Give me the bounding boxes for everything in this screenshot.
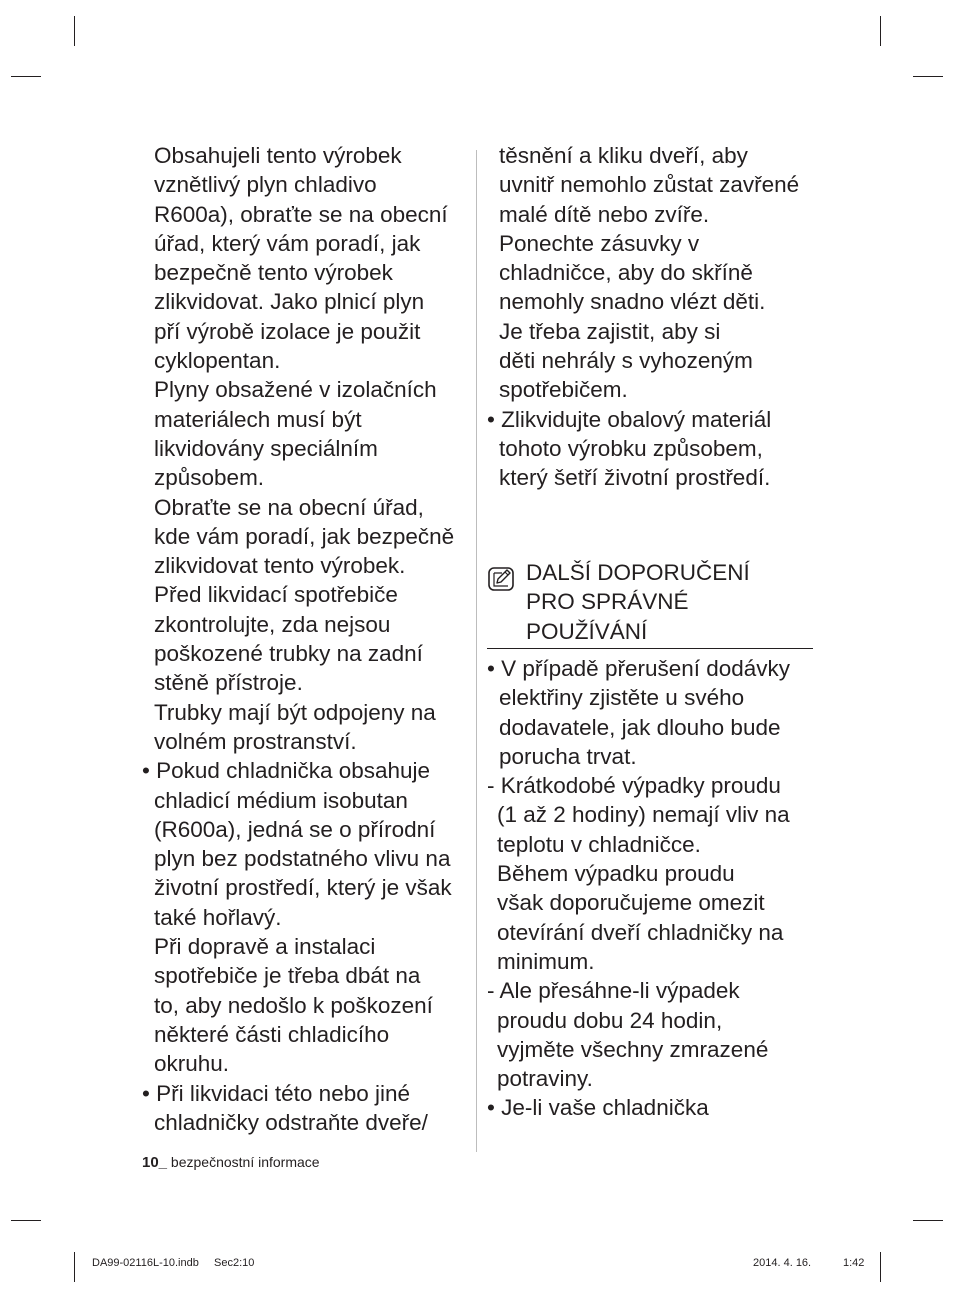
text-line: chladicí médium isobutan (154, 787, 408, 813)
text-line: • Pokud chladnička obsahuje (142, 758, 431, 784)
text-line: úřad, který vám poradí, jak (154, 230, 421, 256)
text-line: některé části chladicího (154, 1021, 390, 1047)
slug-section: Sec2:10 (214, 1257, 255, 1269)
right-column-top (487, 141, 817, 493)
slug-file: DA99-02116L-10.indb (92, 1257, 199, 1269)
text-line: zlikvidovat tento výrobek. (154, 553, 406, 579)
text-line: - Ale přesáhne-li výpadek (487, 978, 740, 1004)
note-icon (488, 567, 514, 591)
text-line: pří výrobě izolace je použit (154, 318, 421, 344)
text-line: který šetří životní prostředí. (499, 465, 771, 491)
text-line: uvnitř nemohlo zůstat zavřené (499, 172, 800, 198)
text-line: materiálech musí být (154, 406, 362, 432)
text-line: zkontrolujte, zda nejsou (154, 611, 391, 637)
text-line: životní prostředí, který je však (154, 875, 452, 901)
column-divider (476, 150, 477, 1152)
slug-time: 1:42 (843, 1257, 865, 1269)
crop-mark (880, 16, 881, 46)
text-line: chladničce, aby do skříně (499, 260, 753, 286)
heading-line: PRO SPRÁVNÉ (526, 589, 689, 615)
text-line: Před likvidací spotřebiče (154, 582, 398, 608)
slug-date: 2014. 4. 16. (753, 1257, 812, 1269)
text-line: to, aby nedošlo k poškození (154, 992, 433, 1018)
text-line: Při dopravě a instalaci (154, 934, 376, 960)
text-line: poškozené trubky na zadní (154, 641, 423, 667)
text-line: malé dítě nebo zvíře. (499, 201, 710, 227)
text-line: chladničky odstraňte dveře/ (154, 1109, 428, 1135)
text-line: (1 až 2 hodiny) nemají vliv na (497, 802, 790, 828)
crop-mark (74, 16, 75, 46)
text-line: porucha trvat. (499, 743, 637, 769)
text-line: Obsahujeli tento výrobek (154, 143, 402, 168)
heading-line: DALŠÍ DOPORUČENÍ (526, 560, 750, 585)
text-line: okruhu. (154, 1051, 230, 1077)
left-column (142, 141, 472, 1137)
text-line: Během výpadku proudu (497, 861, 735, 887)
text-line: Je třeba zajistit, aby si (499, 318, 721, 344)
text-line: bezpečně tento výrobek (154, 260, 393, 286)
crop-mark (880, 1252, 881, 1282)
text-line: také hořlavý. (154, 904, 282, 930)
text-line: minimum. (497, 948, 595, 974)
text-line: likvidovány speciálním (154, 435, 378, 461)
text-line: vyjměte všechny zmrazené (497, 1036, 769, 1062)
crop-mark (74, 1252, 75, 1282)
text-line: • Při likvidaci této nebo jiné (142, 1080, 411, 1106)
text-line: volném prostranství. (154, 728, 357, 754)
section-heading (487, 558, 813, 649)
text-line: • Zlikvidujte obalový materiál (487, 406, 772, 432)
text-line: R600a), obraťte se na obecní (154, 201, 448, 227)
text-line: dodavatele, jak dlouho bude (499, 714, 781, 740)
right-column-bottom (487, 654, 790, 1123)
text-line: Plyny obsažené v izolačních (154, 377, 437, 403)
text-line: zlikvidovat. Jako plnicí plyn (154, 289, 425, 315)
heading-line: POUŽÍVÁNÍ (526, 618, 648, 644)
text-line: děti nehrály s vyhozeným (499, 348, 753, 374)
crop-mark (11, 1220, 41, 1221)
text-line: však doporučujeme omezit (497, 890, 765, 916)
text-line: stěně přístroje. (154, 670, 303, 696)
text-line: cyklopentan. (154, 348, 281, 374)
crop-mark (913, 76, 943, 77)
text-line: tohoto výrobku způsobem, (499, 435, 763, 461)
page-footer (142, 1154, 320, 1171)
page-number: 10_ (142, 1154, 168, 1171)
text-line: Obraťte se na obecní úřad, (154, 494, 424, 520)
text-line: kde vám poradí, jak bezpečně (154, 523, 455, 549)
text-line: potraviny. (497, 1066, 593, 1092)
text-line: plyn bez podstatného vlivu na (154, 846, 451, 872)
text-line: - Krátkodobé výpadky proudu (487, 773, 781, 799)
text-line: Ponechte zásuvky v (499, 230, 700, 256)
text-line: spotřebiče je třeba dbát na (154, 963, 421, 989)
text-line: vznětlivý plyn chladivo (154, 172, 377, 198)
text-line: elektřiny zjistěte u svého (499, 685, 745, 711)
text-line: • V případě přerušení dodávky (487, 656, 791, 681)
text-line: těsnění a kliku dveří, aby (499, 143, 748, 168)
crop-mark (11, 76, 41, 77)
text-line: otevírání dveří chladničky na (497, 919, 784, 945)
footer-section-name: bezpečnostní informace (170, 1154, 320, 1170)
text-line: způsobem. (154, 465, 265, 491)
text-line: nemohly snadno vlézt děti. (499, 289, 766, 315)
text-line: Trubky mají být odpojeny na (154, 699, 436, 725)
text-line: spotřebičem. (499, 377, 628, 403)
text-line: (R600a), jedná se o přírodní (154, 816, 436, 842)
crop-mark (913, 1220, 943, 1221)
text-line: • Je-li vaše chladnička (487, 1095, 709, 1121)
text-line: teplotu v chladničce. (497, 831, 701, 857)
text-line: proudu dobu 24 hodin, (497, 1007, 723, 1033)
